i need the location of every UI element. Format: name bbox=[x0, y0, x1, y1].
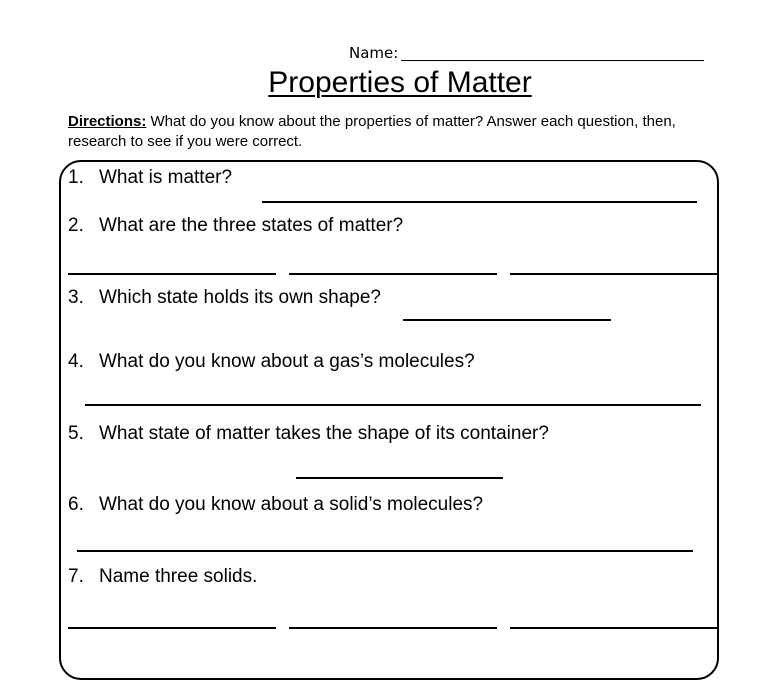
answer-line-5[interactable] bbox=[296, 477, 503, 479]
name-answer-line[interactable] bbox=[401, 60, 704, 61]
name-label: Name: bbox=[349, 44, 399, 62]
question-text: What do you know about a solid’s molecules? bbox=[99, 494, 484, 515]
directions bbox=[68, 112, 718, 152]
page-title: Properties of Matter bbox=[268, 66, 532, 99]
question-number: 1. bbox=[68, 167, 84, 188]
answer-line-2a[interactable] bbox=[68, 273, 276, 275]
question-number: 5. bbox=[68, 423, 84, 444]
directions-label: Directions: bbox=[68, 113, 147, 130]
question-number: 2. bbox=[68, 215, 84, 236]
question-2 bbox=[68, 215, 403, 237]
answer-line-1[interactable] bbox=[262, 201, 697, 203]
question-number: 7. bbox=[68, 566, 84, 587]
question-number: 3. bbox=[68, 287, 84, 308]
question-text: What do you know about a gas’s molecules? bbox=[99, 351, 475, 372]
answer-line-7a[interactable] bbox=[68, 627, 276, 629]
question-text: Name three solids. bbox=[99, 566, 258, 587]
question-6 bbox=[68, 494, 483, 516]
answer-line-7c[interactable] bbox=[510, 627, 717, 629]
answer-line-2b[interactable] bbox=[289, 273, 497, 275]
question-text: Which state holds its own shape? bbox=[99, 287, 381, 308]
question-text: What is matter? bbox=[99, 167, 233, 188]
directions-text: What do you know about the properties of matter? Answer each question, then, research to see if you were correct. bbox=[68, 113, 676, 150]
question-4 bbox=[68, 351, 475, 373]
question-5 bbox=[68, 423, 549, 445]
questions-box bbox=[59, 160, 719, 680]
answer-line-4[interactable] bbox=[85, 404, 701, 406]
answer-line-3[interactable] bbox=[403, 319, 611, 321]
answer-line-6[interactable] bbox=[77, 550, 693, 552]
question-number: 6. bbox=[68, 494, 84, 515]
question-number: 4. bbox=[68, 351, 84, 372]
question-7 bbox=[68, 566, 257, 588]
question-3 bbox=[68, 287, 381, 309]
question-text: What are the three states of matter? bbox=[99, 215, 404, 236]
answer-line-7b[interactable] bbox=[289, 627, 497, 629]
question-text: What state of matter takes the shape of its container? bbox=[99, 423, 549, 444]
answer-line-2c[interactable] bbox=[510, 273, 717, 275]
question-1 bbox=[68, 167, 232, 189]
